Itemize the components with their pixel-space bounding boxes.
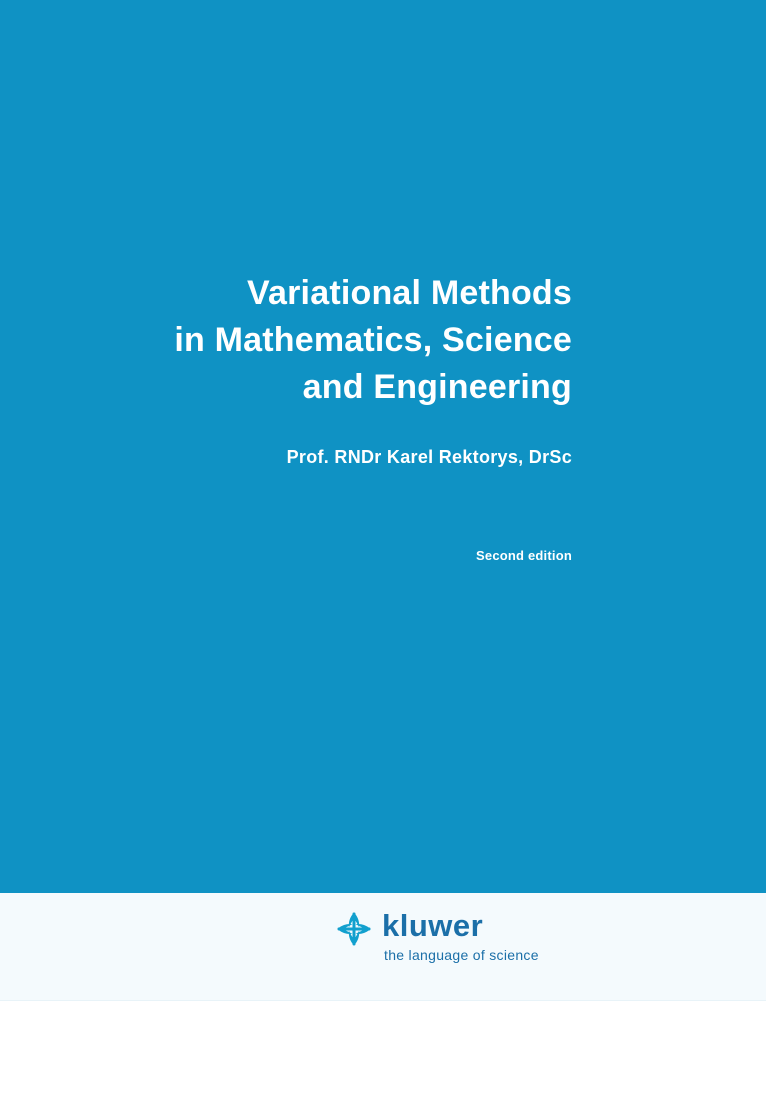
page-title [60, 270, 572, 411]
title-line-2: in Mathematics, Science [174, 321, 572, 359]
publisher-name: kluwer [382, 908, 484, 943]
cover-bottom-rule [0, 1000, 766, 1001]
title-line-3: and Engineering [302, 368, 572, 406]
title-line-1: Variational Methods [247, 274, 572, 312]
publisher-tagline: the language of science [384, 947, 539, 963]
publisher-logo [336, 905, 566, 975]
kluwer-flower-icon [336, 911, 372, 947]
edition-label: Second edition [476, 548, 572, 563]
author-name: Prof. RNDr Karel Rektorys, DrSc [286, 447, 572, 467]
